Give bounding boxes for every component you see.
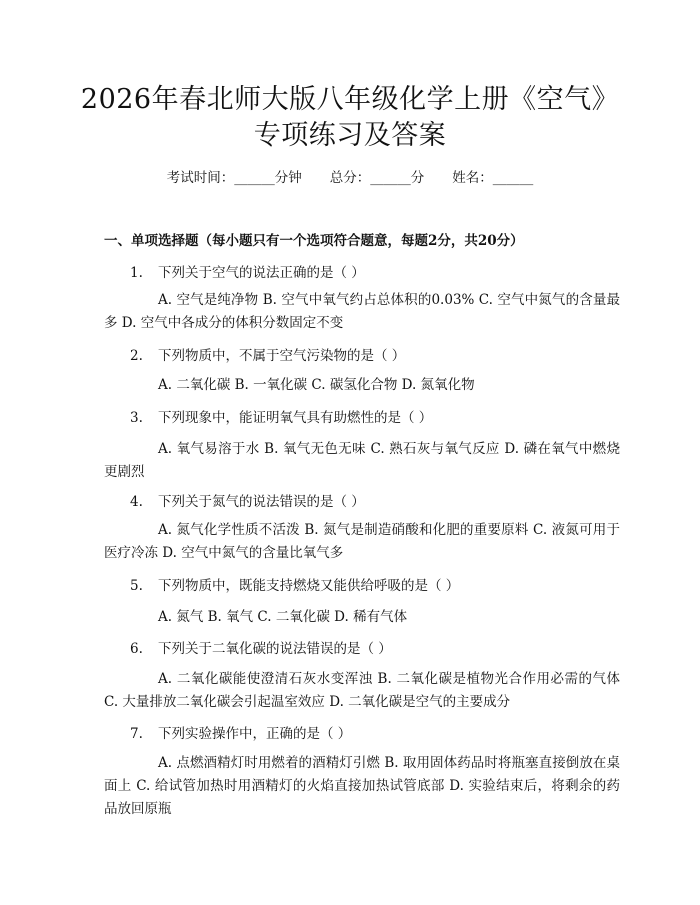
question-text: 下列关于二氧化碳的说法错误的是（ ） — [158, 641, 392, 657]
question-options: A. 氮气化学性质不活泼 B. 氮气是制造硝酸和化肥的重要原料 C. 液氮可用于医疗冷冻 D. 空气中氮气的含量比氧气多 — [104, 522, 620, 561]
question-options: A. 氮气 B. 氧气 C. 二氧化碳 D. 稀有气体 — [158, 609, 408, 625]
question-stem — [130, 408, 610, 428]
question-number: 6. — [130, 641, 143, 657]
name-label: 姓名：______ — [452, 170, 534, 186]
question-options: A. 二氧化碳 B. 一氧化碳 C. 碳氢化合物 D. 氮氧化物 — [158, 377, 475, 393]
question-number: 4. — [130, 494, 143, 510]
question-text: 下列物质中，不属于空气污染物的是（ ） — [158, 348, 406, 364]
exam-time-label: 考试时间：______分钟 — [166, 170, 302, 186]
exam-info-row — [0, 168, 700, 188]
question-text: 下列关于氮气的说法错误的是（ ） — [158, 494, 365, 510]
document-title-line-1: 2026年春北师大版八年级化学上册《空气》 — [80, 84, 620, 115]
question-stem — [130, 639, 610, 659]
question-number: 2. — [130, 348, 143, 364]
question-text: 下列实验操作中，正确的是（ ） — [158, 726, 352, 742]
document-title-line-2: 专项练习及答案 — [253, 120, 447, 151]
question-text: 下列关于空气的说法正确的是（ ） — [158, 265, 365, 281]
question-text: 下列现象中，能证明氧气具有助燃性的是（ ） — [158, 410, 433, 426]
question-stem — [130, 492, 610, 512]
question-stem — [130, 576, 610, 596]
question-options: A. 二氧化碳能使澄清石灰水变浑浊 B. 二氧化碳是植物光合作用必需的气体 C. 大量排放二氧化碳会引起温室效应 D. 二氧化碳是空气的主要成分 — [104, 671, 620, 710]
question-options: A. 点燃酒精灯时用燃着的酒精灯引燃 B. 取用固体药品时将瓶塞直接倒放在桌面上 C. 给试管加热时用酒精灯的火焰直接加热试管底部 D. 实验结束后，将剩余的药品放回原瓶 — [104, 755, 620, 817]
question-stem — [130, 346, 610, 366]
question-number: 1. — [130, 265, 143, 281]
question-options: A. 氧气易溶于水 B. 氧气无色无味 C. 熟石灰与氧气反应 D. 磷在氧气中燃烧更剧烈 — [104, 441, 620, 480]
total-score-label: 总分：______分 — [329, 170, 425, 186]
question-number: 3. — [130, 410, 143, 426]
question-text: 下列物质中，既能支持燃烧又能供给呼吸的是（ ） — [158, 578, 460, 594]
question-options: A. 空气是纯净物 B. 空气中氧气约占总体积的0.03% C. 空气中氮气的含量最多 D. 空气中各成分的体积分数固定不变 — [104, 292, 620, 331]
question-number: 7. — [130, 726, 143, 742]
question-stem — [130, 263, 610, 283]
section-heading: 一、单项选择题（每小题只有一个选项符合题意，每题2分，共20分） — [104, 233, 524, 249]
question-stem — [130, 724, 610, 744]
question-number: 5. — [130, 578, 143, 594]
